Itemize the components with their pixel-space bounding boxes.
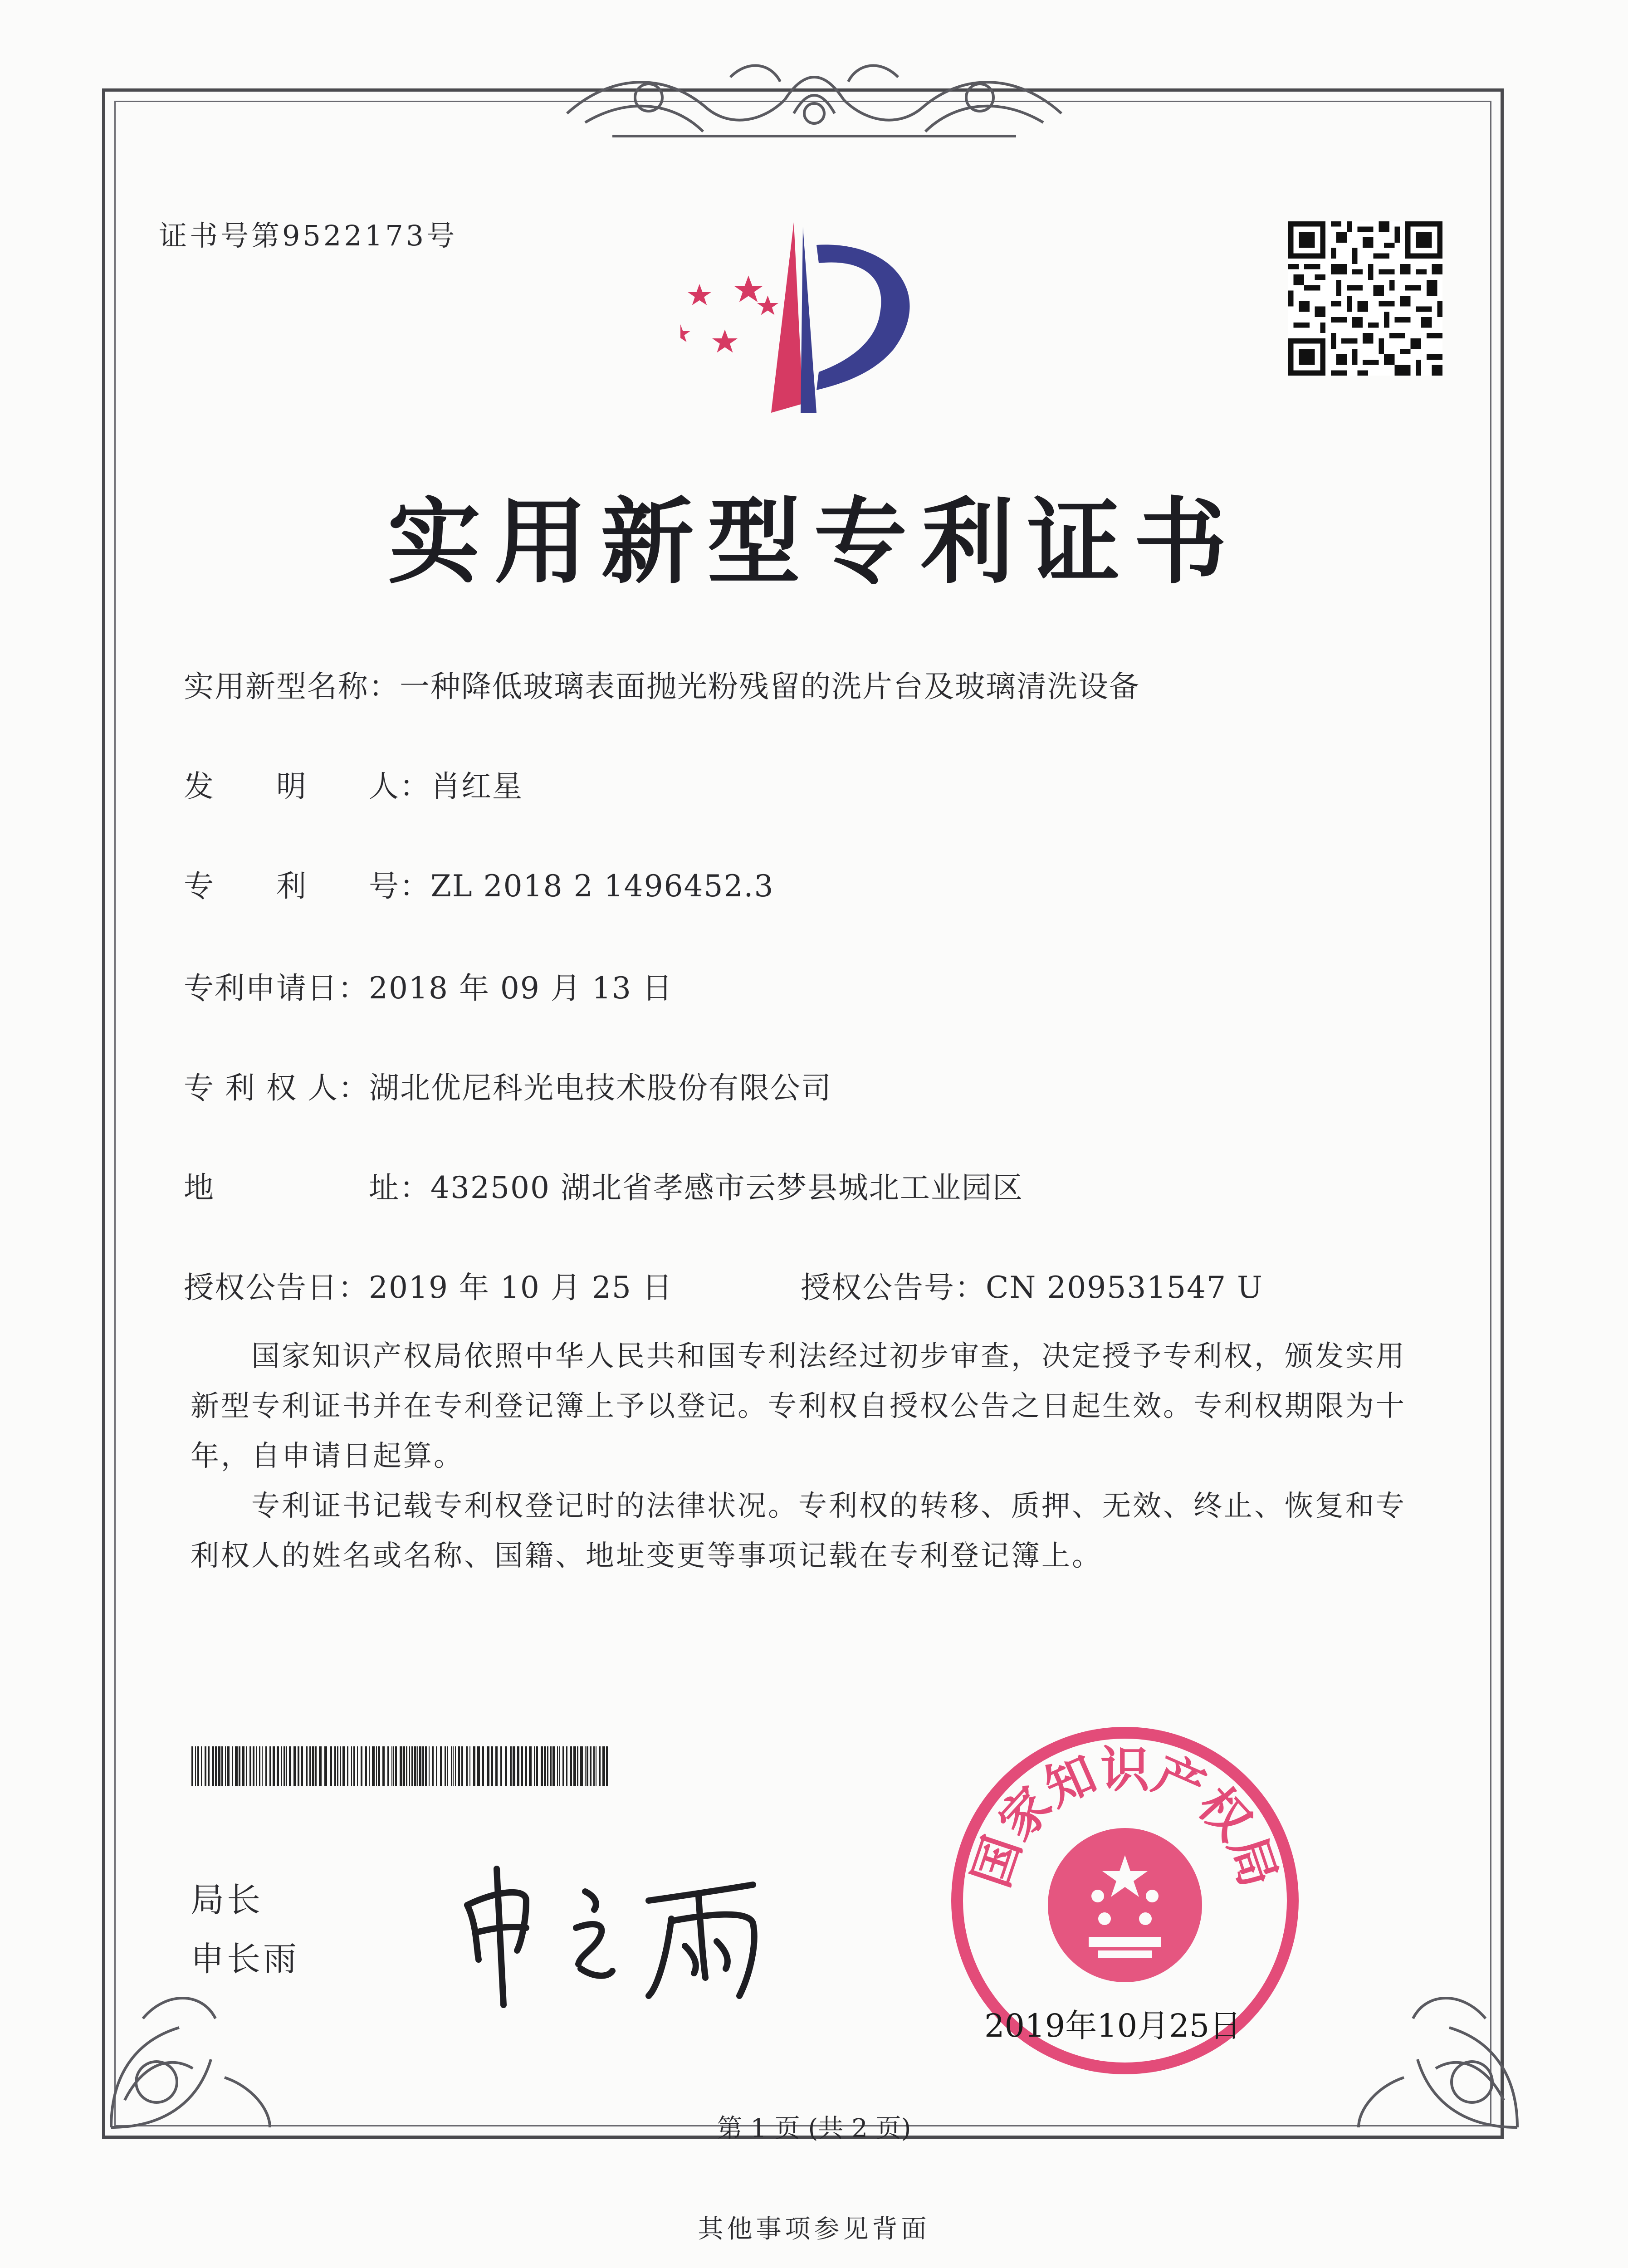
field-label: 专利申请日：: [184, 971, 369, 1006]
field-label: 授权公告号：: [801, 1270, 986, 1305]
body-paragraph: 专利证书记载专利权登记时的法律状况。专利权的转移、质押、无效、终止、恢复和专利权人的姓名或名称、国籍、地址变更等事项记载在专利登记簿上。: [191, 1489, 1406, 1572]
certificate-number: 证书号第9522173号: [159, 219, 458, 252]
field-value: 2019 年 10 月 25 日: [369, 1270, 673, 1305]
director-name: 申长雨: [191, 1940, 299, 1979]
director-signature-icon: [458, 1842, 812, 2014]
field-patent-number: [184, 862, 774, 905]
footer-note: 其他事项参见背面: [698, 2214, 930, 2244]
qr-code-icon[interactable]: [1288, 221, 1442, 376]
field-label: 实用新型名称：: [184, 669, 400, 704]
field-label: 发 明 人：: [184, 769, 430, 804]
field-address: [184, 1163, 1023, 1207]
field-label: 授权公告日：: [184, 1270, 369, 1305]
field-value: 一种降低玻璃表面抛光粉残留的洗片台及玻璃清洗设备: [400, 669, 1140, 704]
top-ornament-icon: [558, 45, 1071, 154]
field-grant-number: [801, 1263, 1263, 1306]
barcode-icon: [191, 1746, 609, 1786]
page-number: 第 1 页 (共 2 页): [717, 2114, 911, 2143]
field-inventor: [184, 762, 523, 805]
field-filing-date: [184, 964, 673, 1007]
field-utility-model-name: [184, 662, 1140, 705]
field-value: 432500 湖北省孝感市云梦县城北工业园区: [430, 1170, 1023, 1205]
field-grant-date: [184, 1263, 673, 1306]
field-value: ZL 2018 2 1496452.3: [430, 869, 774, 904]
body-paragraph: 国家知识产权局依照中华人民共和国专利法经过初步审查，决定授予专利权，颁发实用新型专利证书并在专利登记簿上予以登记。专利权自授权公告之日起生效。专利权期限为十年，自申请日起算。: [191, 1339, 1406, 1472]
certificate-title: 实用新型专利证书: [387, 489, 1241, 596]
field-label: 专 利 权 人：: [184, 1070, 369, 1105]
field-value: 湖北优尼科光电技术股份有限公司: [369, 1070, 832, 1105]
field-value: 2018 年 09 月 13 日: [369, 971, 673, 1006]
field-patentee: [184, 1064, 832, 1107]
director-title: 局长: [191, 1881, 263, 1920]
field-label: 地 址：: [184, 1170, 430, 1205]
patent-office-logo-icon: [680, 213, 934, 440]
seal-date: 2019年10月25日: [984, 2007, 1242, 2044]
field-value: CN 209531547 U: [986, 1270, 1263, 1305]
field-value: 肖红星: [430, 769, 523, 804]
seal-text: 国家知识产权局: [963, 1741, 1287, 1894]
field-label: 专 利 号：: [184, 869, 430, 904]
